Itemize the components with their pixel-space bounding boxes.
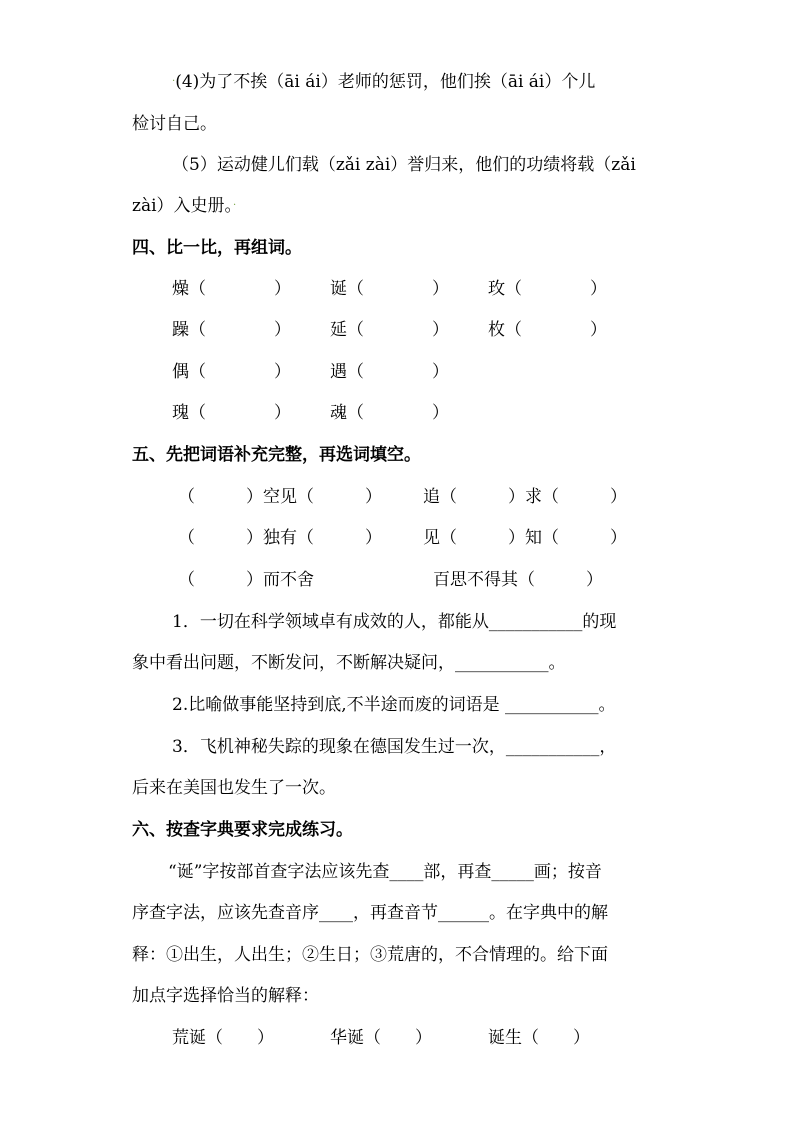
q4-line1 [172,72,595,92]
s5-sentence1-line1: 1．一切在科学领域卓有成效的人，都能从___________的现 [172,612,617,632]
s5-r2-c1: （ ）独有（ ） [178,528,382,548]
s6-paragraph-line3: 释：①出生，人出生；②生日；③荒唐的，不合情理的。给下面 [132,945,608,965]
q4-text-1: (4)为了不挨（āi ái）老师的惩罚，他们挨（āi ái）个儿 [175,72,596,92]
s6-word-2: 华诞（ ） [330,1028,432,1048]
s4-r1-c3: 玫（ ） [488,279,607,299]
q5-line1: （5）运动健儿们载（zǎi zài）誉归来，他们的功绩将载（zǎi [172,155,636,175]
s5-r1-c2: 追（ ）求（ ） [423,487,627,507]
s5-r3-c1: （ ）而不舍 [178,570,314,590]
q4-line2: 检讨自己。 [132,114,217,134]
s5-sentence3-line2: 后来在美国也发生了一次。 [132,778,336,798]
s6-paragraph-line1: “诞”字按部首查字法应该先查____部，再查_____画；按音 [168,862,602,882]
s5-sentence1-line2: 象中看出问题，不断发问，不断解决疑问，___________。 [132,653,566,673]
s4-r1-c2: 诞（ ） [330,279,449,299]
s4-r2-c3: 枚（ ） [488,320,607,340]
s4-r3-c2: 遇（ ） [330,362,449,382]
s6-paragraph-line4: 加点字选择恰当的解释： [132,986,319,1006]
s6-word-3: 诞生（ ） [488,1028,590,1048]
s5-r2-c2: 见（ ）知（ ） [423,528,627,548]
s4-r3-c1: 偶（ ） [172,362,291,382]
q5-text-2: zài）入史册。 [132,196,234,216]
q5-line2 [132,196,236,216]
s4-r4-c1: 瑰（ ） [172,403,291,423]
s5-sentence3-line1: 3．飞机神秘失踪的现象在德国发生过一次，___________， [172,737,617,757]
s4-r4-c2: 魂（ ） [330,403,449,423]
s6-paragraph-line2: 序查字法，应该先查音序____，再查音节______。在字典中的解 [132,903,608,923]
marker-dot-icon: · [233,200,237,211]
s5-r1-c1: （ ）空见（ ） [178,487,382,507]
s4-r2-c1: 躁（ ） [172,320,291,340]
s4-r1-c1: 燥（ ） [172,279,291,299]
section4-title: 四、比一比，再组词。 [132,238,302,258]
section6-title: 六、按查字典要求完成练习。 [132,820,353,840]
marker-dot-icon: · [172,76,176,87]
section5-title: 五、先把词语补充完整，再选词填空。 [132,445,421,465]
s5-sentence2: 2.比喻做事能坚持到底,不半途而废的词语是 ___________。 [172,695,616,715]
s6-word-1: 荒诞（ ） [172,1028,274,1048]
s4-r2-c2: 延（ ） [330,320,449,340]
s5-r3-c2: 百思不得其（ ） [433,570,603,590]
